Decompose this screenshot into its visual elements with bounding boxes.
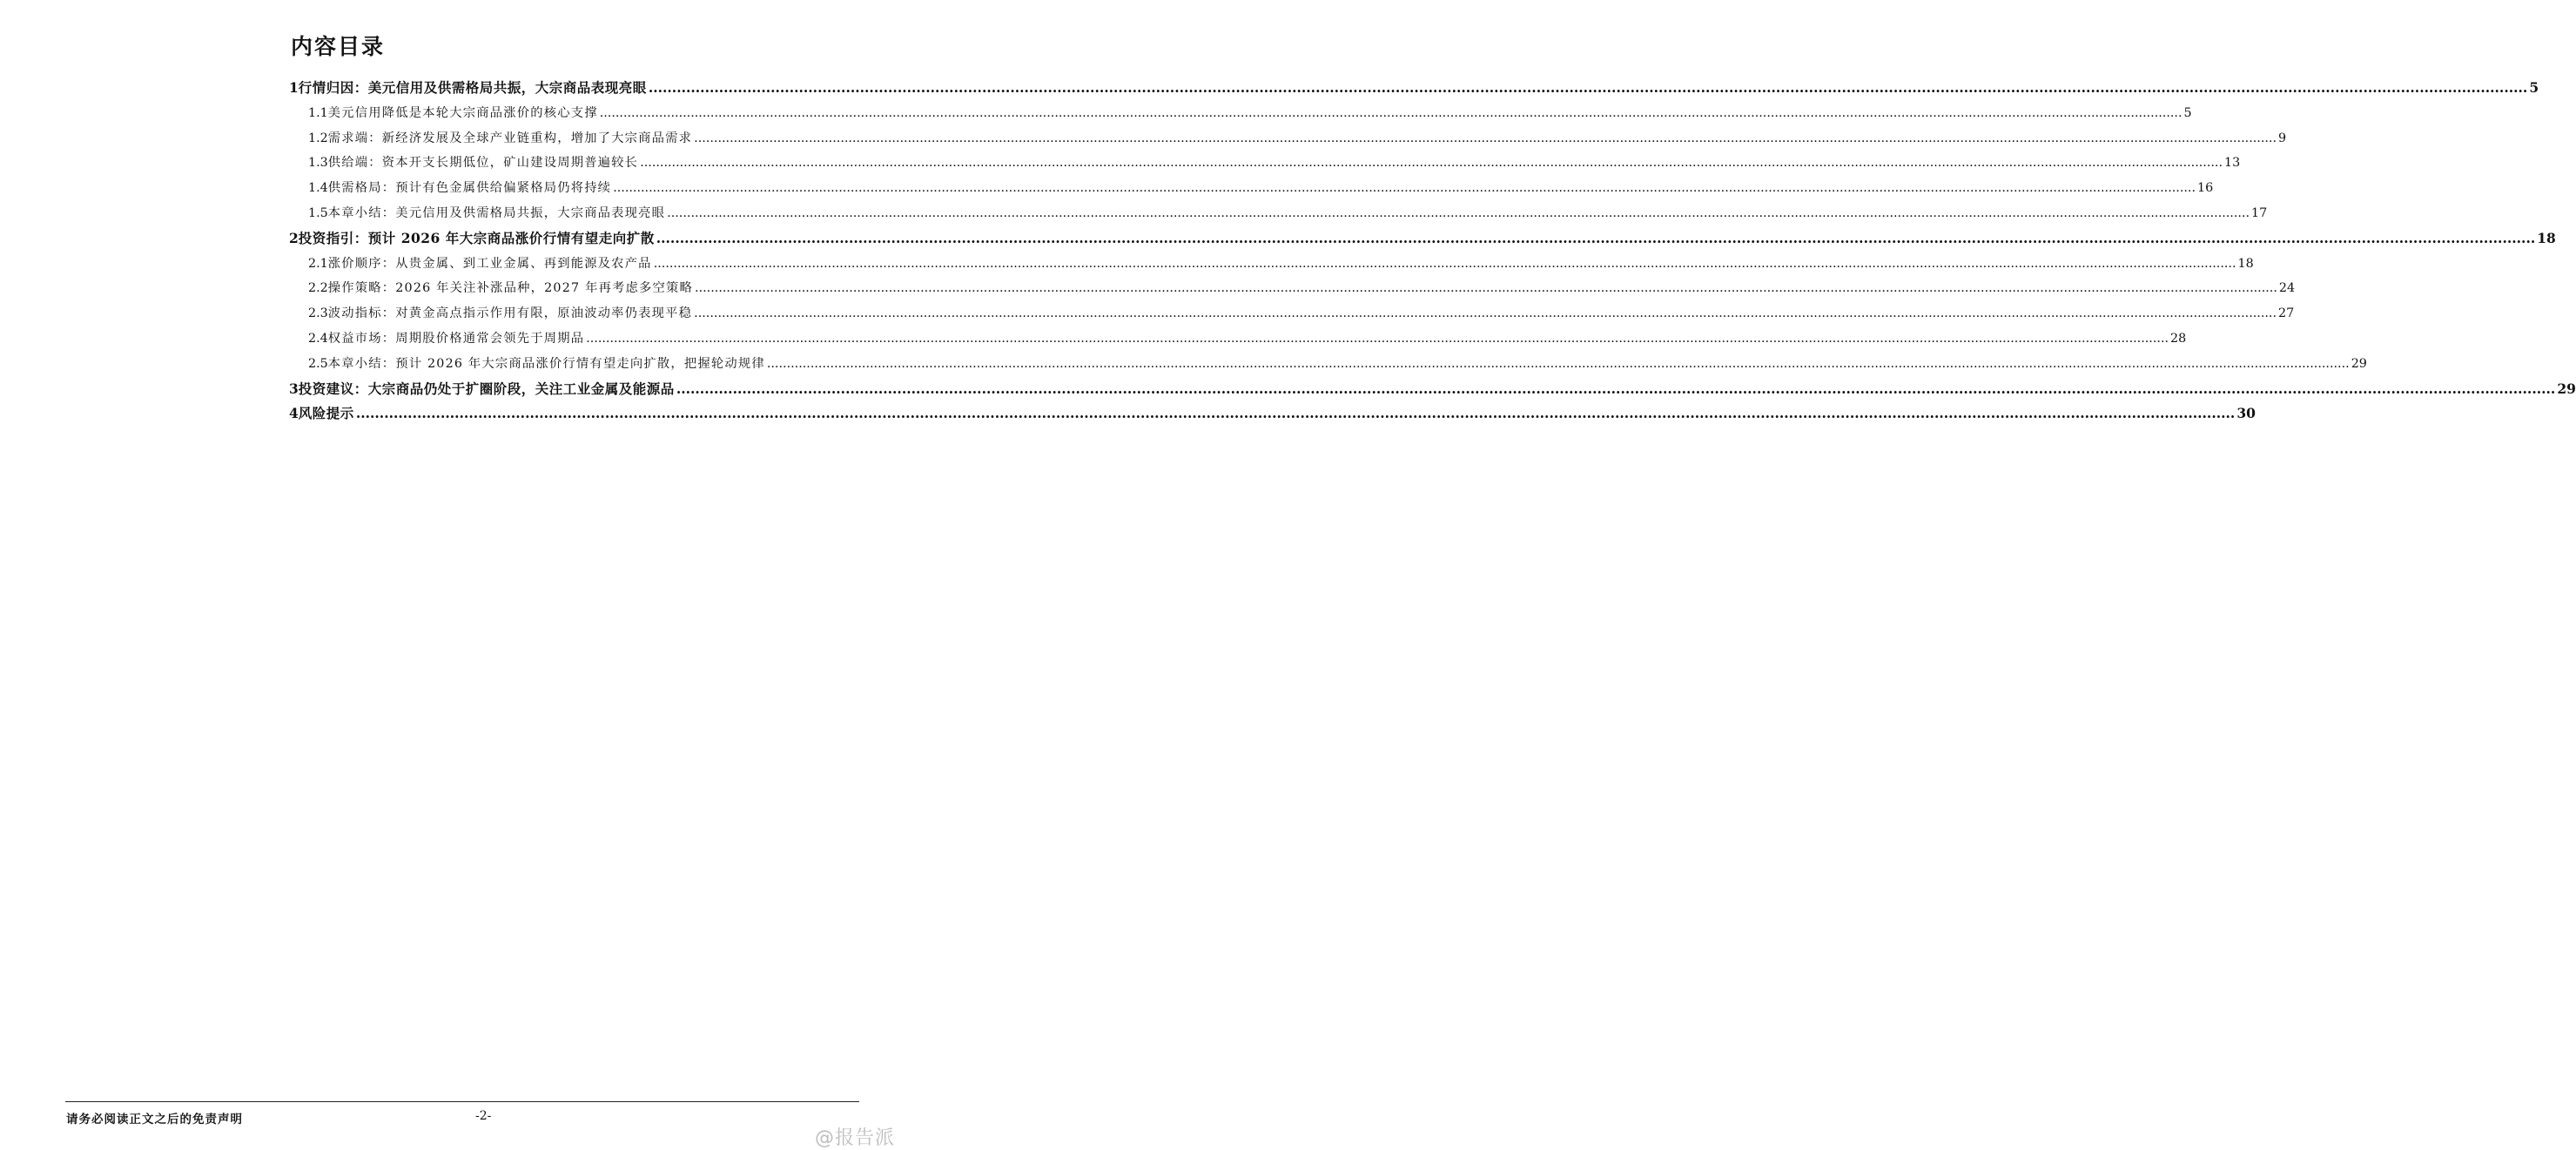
toc-dot-leader: ................................................................................................................................................................................................................................................................................................................................................................................................................ <box>656 229 2536 246</box>
toc-entry-title: 行情归因：美元信用及供需格局共振，大宗商品表现亮眼 <box>298 79 647 96</box>
toc-dot-leader: ................................................................................................................................................................................................................................................................................................................................................................................................................ <box>355 405 2236 422</box>
toc-entry[interactable] <box>289 201 2268 226</box>
toc-entry-page: 18 <box>2537 229 2556 246</box>
toc-entry-number: 1 <box>289 79 299 96</box>
toc-entry-page: 27 <box>2278 306 2295 321</box>
toc-entry[interactable] <box>289 226 2556 252</box>
toc-entry[interactable] <box>289 276 2296 301</box>
toc-entry[interactable] <box>289 252 2254 277</box>
toc-dot-leader: ................................................................................................................................................................................................................................................................................................................................................................................................................ <box>694 306 2277 321</box>
toc-dot-leader: ................................................................................................................................................................................................................................................................................................................................................................................................................ <box>640 156 2223 171</box>
toc-entry-title: 风险提示 <box>298 405 354 422</box>
table-of-contents <box>289 76 2576 427</box>
toc-title: 内容目录 <box>291 34 386 59</box>
toc-entry-title: 涨价顺序：从贵金属、到工业金属、再到能源及农产品 <box>327 256 652 271</box>
toc-entry[interactable] <box>289 176 2214 201</box>
toc-entry-page: 29 <box>2557 380 2576 397</box>
toc-entry-page: 17 <box>2251 205 2268 220</box>
toc-entry[interactable] <box>289 151 2241 176</box>
toc-entry-page: 24 <box>2278 281 2296 296</box>
toc-entry-page: 28 <box>2170 331 2187 346</box>
toc-entry[interactable] <box>289 301 2295 326</box>
toc-entry[interactable] <box>289 326 2187 352</box>
toc-entry[interactable] <box>289 101 2192 126</box>
toc-entry-title: 权益市场：周期股价格通常会领先于周期品 <box>327 331 585 346</box>
toc-entry-number: 1.1 <box>308 105 328 120</box>
toc-entry[interactable] <box>289 401 2256 427</box>
watermark: @报告派 <box>815 1127 896 1149</box>
toc-entry-title: 本章小结：预计 2026 年大宗商品涨价行情有望走向扩散，把握轮动规律 <box>327 356 765 371</box>
footer-page-number: -2- <box>475 1109 492 1123</box>
toc-entry-title: 供给端：资本开支长期低位，矿山建设周期普遍较长 <box>327 156 639 171</box>
toc-entry-number: 2.3 <box>308 306 328 321</box>
toc-entry-number: 2.4 <box>308 331 328 346</box>
toc-entry-number: 1.4 <box>308 181 328 196</box>
toc-entry-page: 29 <box>2351 356 2367 371</box>
toc-entry-title: 美元信用降低是本轮大宗商品涨价的核心支撑 <box>327 105 598 120</box>
toc-entry-page: 13 <box>2224 156 2241 171</box>
toc-entry-number: 1.2 <box>308 131 328 145</box>
toc-entry-page: 5 <box>2183 105 2192 120</box>
toc-dot-leader: ................................................................................................................................................................................................................................................................................................................................................................................................................ <box>676 380 2556 397</box>
toc-entry-page: 16 <box>2197 181 2214 196</box>
footer-divider <box>65 1101 859 1102</box>
toc-entry[interactable] <box>289 126 2287 151</box>
toc-entry-number: 3 <box>289 380 299 397</box>
toc-entry-number: 2.5 <box>308 356 328 371</box>
toc-entry-title: 本章小结：美元信用及供需格局共振，大宗商品表现亮眼 <box>327 205 666 220</box>
footer-disclaimer: 请务必阅读正文之后的免责声明 <box>66 1113 243 1126</box>
toc-entry-page: 30 <box>2236 405 2256 422</box>
toc-entry[interactable] <box>289 377 2576 402</box>
toc-entry-number: 1.3 <box>308 156 328 171</box>
toc-dot-leader: ................................................................................................................................................................................................................................................................................................................................................................................................................ <box>653 256 2236 271</box>
toc-entry-page: 5 <box>2529 79 2539 96</box>
toc-dot-leader: ................................................................................................................................................................................................................................................................................................................................................................................................................ <box>648 79 2528 96</box>
toc-entry[interactable] <box>289 76 2539 101</box>
toc-entry-number: 4 <box>289 405 299 422</box>
toc-entry-title: 波动指标：对黄金高点指示作用有限，原油波动率仍表现平稳 <box>327 306 693 321</box>
toc-entry-title: 供需格局：预计有色金属供给偏紧格局仍将持续 <box>327 181 612 196</box>
toc-entry-page: 9 <box>2278 131 2287 145</box>
toc-entry-title: 投资指引：预计 2026 年大宗商品涨价行情有望走向扩散 <box>298 229 655 246</box>
toc-entry-title: 操作策略：2026 年关注补涨品种，2027 年再考虑多空策略 <box>327 281 694 296</box>
toc-dot-leader: ................................................................................................................................................................................................................................................................................................................................................................................................................ <box>695 281 2277 296</box>
toc-entry-title: 需求端：新经济发展及全球产业链重构，增加了大宗商品需求 <box>327 131 693 145</box>
toc-dot-leader: ................................................................................................................................................................................................................................................................................................................................................................................................................ <box>667 205 2250 220</box>
toc-entry-number: 2.1 <box>308 256 328 271</box>
toc-dot-leader: ................................................................................................................................................................................................................................................................................................................................................................................................................ <box>599 105 2183 120</box>
toc-dot-leader: ................................................................................................................................................................................................................................................................................................................................................................................................................ <box>613 181 2196 196</box>
toc-entry-number: 2.2 <box>308 281 328 296</box>
toc-dot-leader: ................................................................................................................................................................................................................................................................................................................................................................................................................ <box>586 331 2169 346</box>
toc-entry-number: 1.5 <box>308 205 328 220</box>
toc-dot-leader: ................................................................................................................................................................................................................................................................................................................................................................................................................ <box>766 356 2350 371</box>
toc-entry[interactable] <box>289 352 2367 377</box>
toc-entry-page: 18 <box>2237 256 2254 271</box>
toc-entry-number: 2 <box>289 229 299 246</box>
toc-entry-title: 投资建议：大宗商品仍处于扩圈阶段，关注工业金属及能源品 <box>298 380 675 397</box>
toc-dot-leader: ................................................................................................................................................................................................................................................................................................................................................................................................................ <box>694 131 2277 145</box>
